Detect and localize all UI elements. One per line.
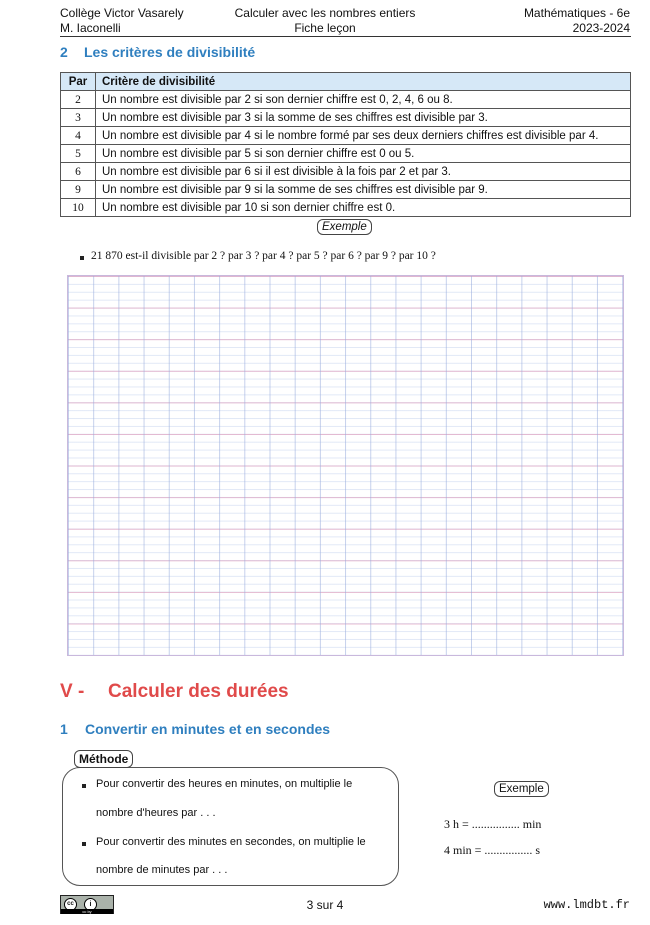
cell-criterion: Un nombre est divisible par 3 si la somme de ses chiffres est divisible par 3. bbox=[96, 109, 631, 127]
cell-par: 5 bbox=[61, 145, 96, 163]
method-item-line1: Pour convertir des minutes en secondes, on multiplie le bbox=[96, 836, 366, 848]
chapter-number: V - bbox=[60, 681, 85, 702]
section-title: Les critères de divisibilité bbox=[84, 44, 256, 60]
cell-par: 2 bbox=[61, 91, 96, 109]
header-year: 2023-2024 bbox=[572, 21, 630, 35]
table-row bbox=[61, 91, 631, 109]
cell-par: 6 bbox=[61, 163, 96, 181]
table-row bbox=[61, 145, 631, 163]
column-header-criterion: Critère de divisibilité bbox=[96, 73, 631, 91]
website-link[interactable]: www.lmdbt.fr bbox=[543, 898, 630, 912]
by-icon: i bbox=[84, 898, 97, 911]
cell-par: 3 bbox=[61, 109, 96, 127]
ruled-grid bbox=[67, 275, 624, 656]
bullet-icon bbox=[82, 842, 86, 846]
divisibility-table bbox=[60, 72, 631, 217]
header-teacher: M. Iaconelli bbox=[60, 21, 121, 35]
example-label: Exemple bbox=[494, 781, 549, 797]
column-header-par: Par bbox=[61, 73, 96, 91]
cell-criterion: Un nombre est divisible par 6 si il est divisible à la fois par 2 et par 3. bbox=[96, 163, 631, 181]
table-row bbox=[61, 109, 631, 127]
method-item-line2: nombre de minutes par . . . bbox=[96, 864, 228, 876]
cell-par: 10 bbox=[61, 199, 96, 217]
header-subject: Mathématiques - 6e bbox=[523, 6, 630, 20]
section-number: 2 bbox=[60, 44, 68, 60]
method-item-line1: Pour convertir des heures en minutes, on multiplie le bbox=[96, 778, 353, 790]
method-label: Méthode bbox=[74, 750, 133, 768]
header-rule bbox=[60, 36, 631, 37]
cell-criterion: Un nombre est divisible par 2 si son dernier chiffre est 0, 2, 4, 6 ou 8. bbox=[96, 91, 631, 109]
example-line: 3 h = ................ min bbox=[444, 817, 542, 831]
table-header-row bbox=[61, 73, 631, 91]
table-row bbox=[61, 181, 631, 199]
table-row bbox=[61, 163, 631, 181]
table-row bbox=[61, 127, 631, 145]
cell-criterion: Un nombre est divisible par 10 si son dernier chiffre est 0. bbox=[96, 199, 631, 217]
cell-criterion: Un nombre est divisible par 4 si le nombre formé par ses deux derniers chiffres est divisible par 4. bbox=[96, 127, 631, 145]
table-row bbox=[61, 199, 631, 217]
example-question: 21 870 est-il divisible par 2 ? par 3 ? par 4 ? par 5 ? par 6 ? par 9 ? par 10 ? bbox=[91, 250, 436, 262]
method-item-line2: nombre d'heures par . . . bbox=[96, 807, 216, 819]
example-line: 4 min = ................ s bbox=[444, 843, 541, 857]
subsection-title: Convertir en minutes et en secondes bbox=[85, 721, 331, 737]
cell-par: 4 bbox=[61, 127, 96, 145]
page-number: 3 sur 4 bbox=[306, 898, 344, 912]
bullet-icon bbox=[82, 784, 86, 788]
cc-icon: cc bbox=[64, 898, 77, 911]
cell-criterion: Un nombre est divisible par 9 si la somme de ses chiffres est divisible par 9. bbox=[96, 181, 631, 199]
header-doc-type: Fiche leçon bbox=[294, 21, 356, 35]
header-course-title: Calculer avec les nombres entiers bbox=[234, 6, 416, 20]
chapter-title: Calculer des durées bbox=[108, 681, 289, 702]
cell-criterion: Un nombre est divisible par 5 si son dernier chiffre est 0 ou 5. bbox=[96, 145, 631, 163]
header-school: Collège Victor Vasarely bbox=[60, 6, 184, 20]
example-label: Exemple bbox=[317, 219, 372, 235]
cell-par: 9 bbox=[61, 181, 96, 199]
license-text: cc by bbox=[61, 909, 113, 914]
subsection-number: 1 bbox=[60, 721, 68, 737]
bullet-icon bbox=[80, 256, 84, 260]
